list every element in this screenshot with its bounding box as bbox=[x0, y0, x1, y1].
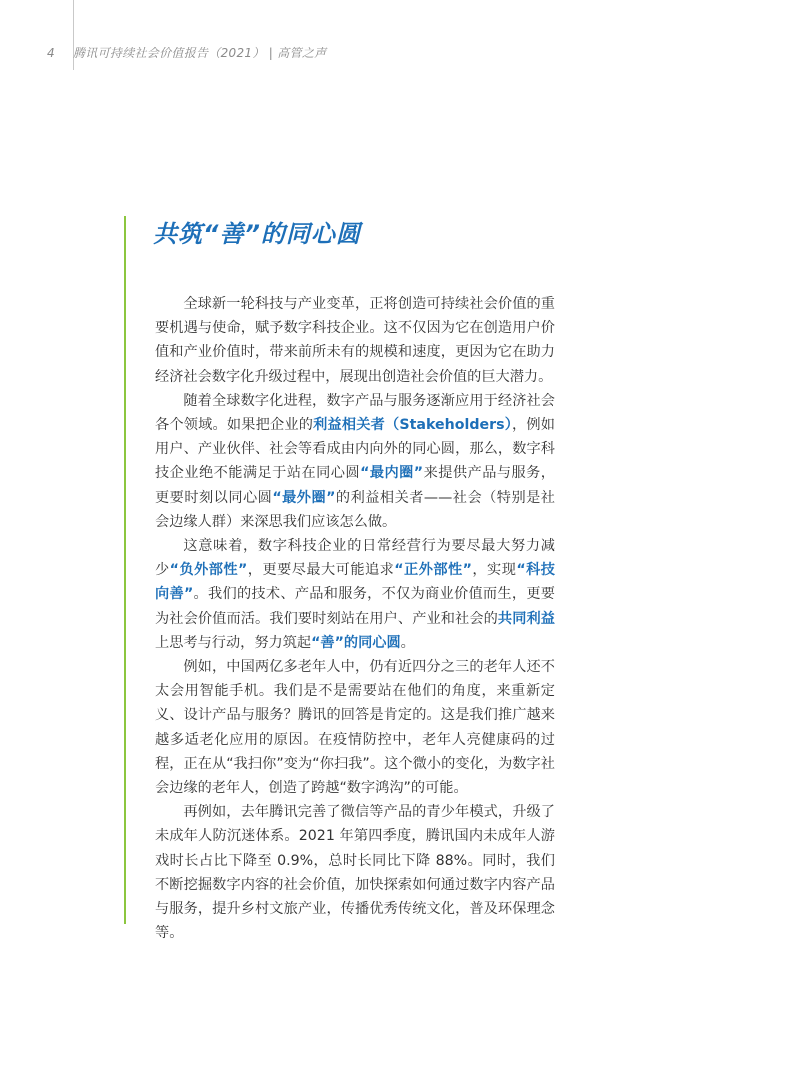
text-run: ，更要尽最大可能追求 bbox=[247, 562, 395, 579]
section-name: 高管之声 bbox=[277, 46, 327, 60]
text-run: 来提供产品与服务，更要时刻以同心圆 bbox=[155, 465, 555, 506]
paragraph-3 bbox=[155, 534, 555, 655]
page-number: 4 bbox=[47, 46, 55, 60]
text-run: 。 bbox=[400, 634, 415, 651]
paragraph-1: 全球新一轮科技与产业变革，正将创造可持续社会价值的重要机遇与使命，赋予数字科技企业。这不仅因为它在创造用户价值和产业价值时，带来前所未有的规模和速度，更因为它在助力经济社会数字化升级过程中，展现出创造社会价值的巨大潜力。 bbox=[155, 296, 555, 385]
text-run: 随着全球数字化进程，数字产品与服务逐渐应用于经济社会各个领域。如果把企业的 bbox=[155, 392, 555, 434]
header-separator: | bbox=[268, 46, 274, 60]
highlight-stakeholders: 利益相关者（Stakeholders） bbox=[313, 417, 513, 434]
highlight-tech-for-good: “科技向善” bbox=[155, 562, 555, 603]
paragraph-5: 再例如，去年腾讯完善了微信等产品的青少年模式，升级了未成年人防沉迷体系。2021 年第四季度，腾讯国内未成年人游戏时长占比下降至 0.9%，总时长同比下降 88%。同时，我们不断挖掘数字内容的社会价值，加快探索如何通过数字内容产品与服务，提升乡村文旅产业，传播优秀传统文化，普及环保理念等。 bbox=[155, 804, 555, 942]
highlight-outermost-circle: “最外圈” bbox=[272, 489, 336, 506]
text-run: 的利益相关者——社会（特别是社会边缘人群）来深思我们应该怎么做。 bbox=[155, 489, 555, 530]
page-header bbox=[47, 44, 326, 61]
paragraph-2 bbox=[155, 389, 555, 534]
text-run: 这意味着，数字科技企业的日常经营行为要尽最大努力减少 bbox=[155, 538, 555, 579]
highlight-shared-interest: 共同利益 bbox=[497, 610, 555, 627]
text-run: ，实现 bbox=[471, 562, 517, 579]
highlight-good-circle: “善”的同心圆 bbox=[311, 634, 401, 651]
highlight-innermost-circle: “最内圈” bbox=[360, 465, 424, 482]
text-run: 。我们的技术、产品和服务，不仅为商业价值而生，更要为社会价值而活。我们要时刻站在用户、产业和社会的 bbox=[155, 586, 555, 627]
accent-bar bbox=[124, 216, 126, 924]
article-body bbox=[155, 292, 555, 945]
article-title: 共筑“善”的同心圆 bbox=[153, 220, 361, 248]
highlight-positive-externality: “正外部性” bbox=[394, 562, 472, 579]
text-run: 上思考与行动，努力筑起 bbox=[155, 634, 312, 651]
text-run: ，例如用户、产业伙伴、社会等看成由内向外的同心圆，那么，数字科技企业绝不能满足于站在同心圆 bbox=[155, 417, 555, 482]
highlight-negative-externality: “负外部性” bbox=[169, 562, 248, 579]
report-title: 腾讯可持续社会价值报告（2021） bbox=[73, 46, 265, 60]
paragraph-4: 例如，中国两亿多老年人中，仍有近四分之三的老年人还不太会用智能手机。我们是不是需要站在他们的角度，来重新定义、设计产品与服务？腾讯的回答是肯定的。这是我们推广越来越多适老化应用的原因。在疫情防控中，老年人亮健康码的过程，正在从“我扫你”变为“你扫我”。这个微小的变化，为数字社会边缘的老年人，创造了跨越“数字鸿沟”的可能。 bbox=[155, 659, 555, 797]
